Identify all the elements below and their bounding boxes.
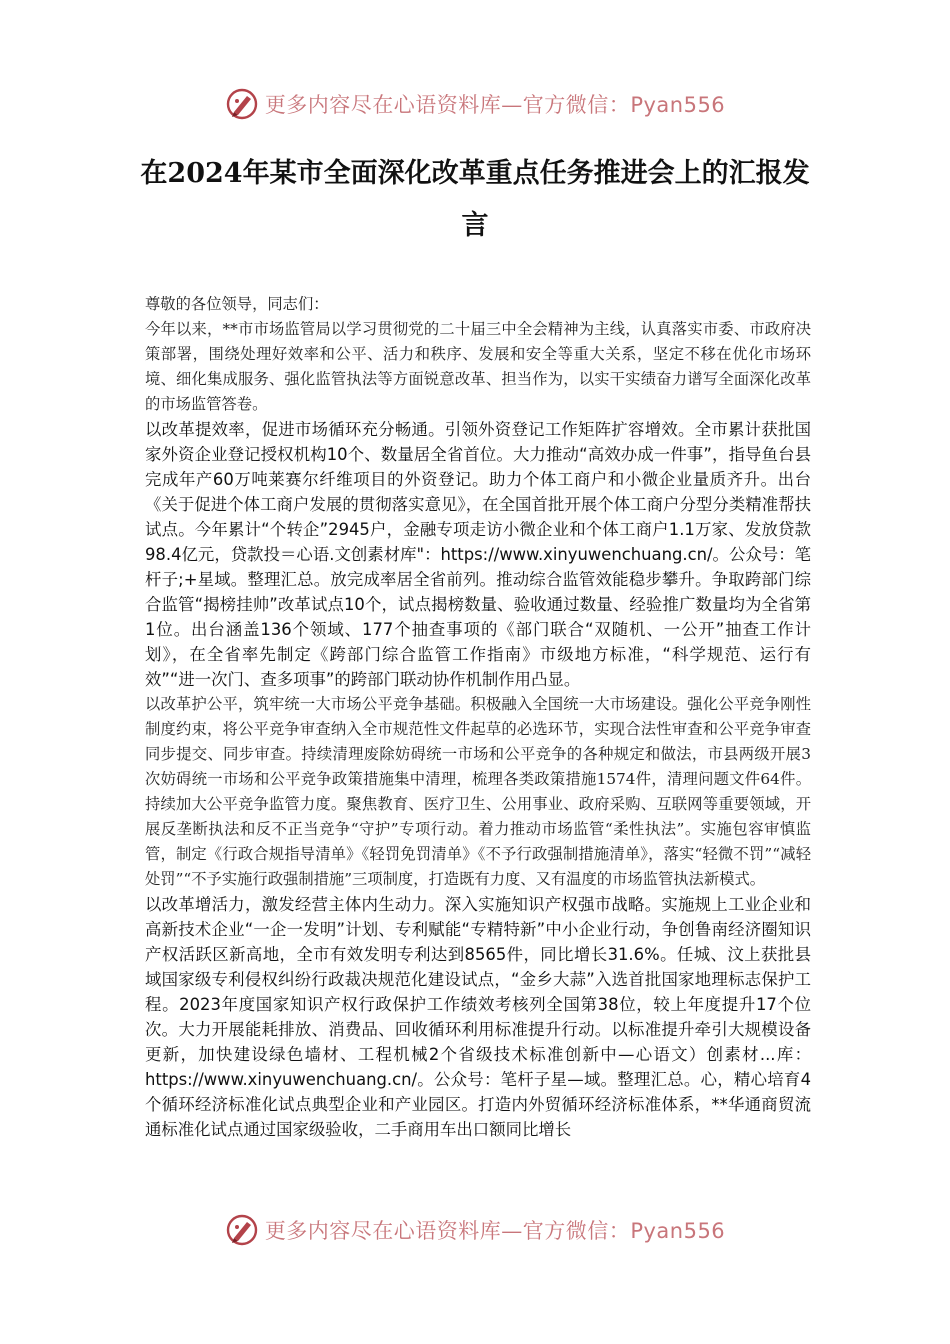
header-watermark-banner bbox=[0, 84, 950, 124]
banner-text: 更多内容尽在心语资料库—官方微信：Pyan556 bbox=[264, 93, 726, 117]
salutation: 尊敬的各位领导，同志们： bbox=[145, 295, 329, 313]
pen-logo-icon bbox=[225, 1213, 259, 1247]
document-body bbox=[145, 292, 811, 1142]
pen-logo-icon bbox=[225, 87, 259, 121]
intro-paragraph: 今年以来，**市市场监管局以学习贯彻党的二十届三中全会精神为主线，认真落实市委、市政府决策部署，围绕处理好效率和公平、活力和秩序、发展和安全等重大关系，坚定不移在优化市场环境、细化集成服务、强化监管执法等方面锐意改革、担当作为，以实干实绩奋力谱写全面深化改革的市场监管答卷。 bbox=[145, 320, 811, 413]
page-title: 在2024年某市全面深化改革重点任务推进会上的汇报发言 bbox=[140, 158, 810, 241]
banner-text: 更多内容尽在心语资料库—官方微信：Pyan556 bbox=[264, 1219, 726, 1243]
section-vitality-paragraph: 以改革增活力，激发经营主体内生动力。深入实施知识产权强市战略。实施规上工业企业和高新技术企业“一企一发明”计划、专利赋能“专精特新”中小企业行动，争创鲁南经济圈知识产权活跃区新高地，全市有效发明专利达到8565件，同比增长31.6%。任城、汶上获批县域国家级专利侵权纠纷行政裁决规范化建设试点，“金乡大蒜”入选首批国家地理标志保护工程。2023年度国家知识产权行政保护工作绩效考核列全国第38位，较上年度提升17个位次。大力开展能耗排放、消费品、回收循环利用标准提升行动。以标准提升牵引大规模设备更新，加快建设绿色墙材、工程机械2个省级技术标准创新中—心语文）创素材...库：https://www.xinyuwenchuang.cn/。公众号：笔杆子星—域。整理汇总。心，精心培育4个循环经济标准化试点典型企业和产业园区。打造内外贸循环经济标准体系，**华通商贸流通标准化试点通过国家级验收，二手商用车出口额同比增长 bbox=[145, 895, 811, 1139]
footer-watermark-banner bbox=[0, 1210, 950, 1250]
section-fairness-paragraph: 以改革护公平，筑牢统一大市场公平竞争基础。积极融入全国统一大市场建设。强化公平竞争刚性制度约束，将公平竞争审查纳入全市规范性文件起草的必选环节，实现合法性审查和公平竞争审查同步提交、同步审查。持续清理废除妨碍统一市场和公平竞争的各种规定和做法，市县两级开展3次妨碍统一市场和公平竞争政策措施集中清理，梳理各类政策措施1574件，清理问题文件64件。持续加大公平竞争监管力度。聚焦教育、医疗卫生、公用事业、政府采购、互联网等重要领域，开展反垄断执法和反不正当竞争“守护”专项行动。着力推动市场监管“柔性执法”。实施包容审慎监管，制定《行政合规指导清单》《轻罚免罚清单》《不予行政强制措施清单》，落实“轻微不罚”“减轻处罚”“不予实施行政强制措施”三项制度，打造既有力度、又有温度的市场监管执法新模式。 bbox=[145, 695, 811, 888]
section-efficiency-paragraph: 以改革提效率，促进市场循环充分畅通。引领外资登记工作矩阵扩容增效。全市累计获批国家外资企业登记授权机构10个、数量居全省首位。大力推动“高效办成一件事”，指导鱼台县完成年产60万吨莱赛尔纤维项目的外资登记。助力个体工商户和小微企业量质齐升。出台《关于促进个体工商户发展的贯彻落实意见》，在全国首批开展个体工商户分型分类精准帮扶试点。今年累计“个转企”2945户，金融专项走访小微企业和个体工商户1.1万家、发放贷款98.4亿元，贷款投＝心语.文创素材库"：https://www.xinyuwenchuang.cn/。公众号：笔杆子;+星域。整理汇总。放完成率居全省前列。推动综合监管效能稳步攀升。争取跨部门综合监管“揭榜挂帅”改革试点10个，试点揭榜数量、验收通过数量、经验推广数量均为全省第1位。出台涵盖136个领域、177个抽查事项的《部门联合“双随机、一公开”抽查工作计划》，在全省率先制定《跨部门综合监管工作指南》市级地方标准，“科学规范、运行有效”“进一次门、查多项事”的跨部门联动协作机制作用凸显。 bbox=[145, 420, 811, 689]
